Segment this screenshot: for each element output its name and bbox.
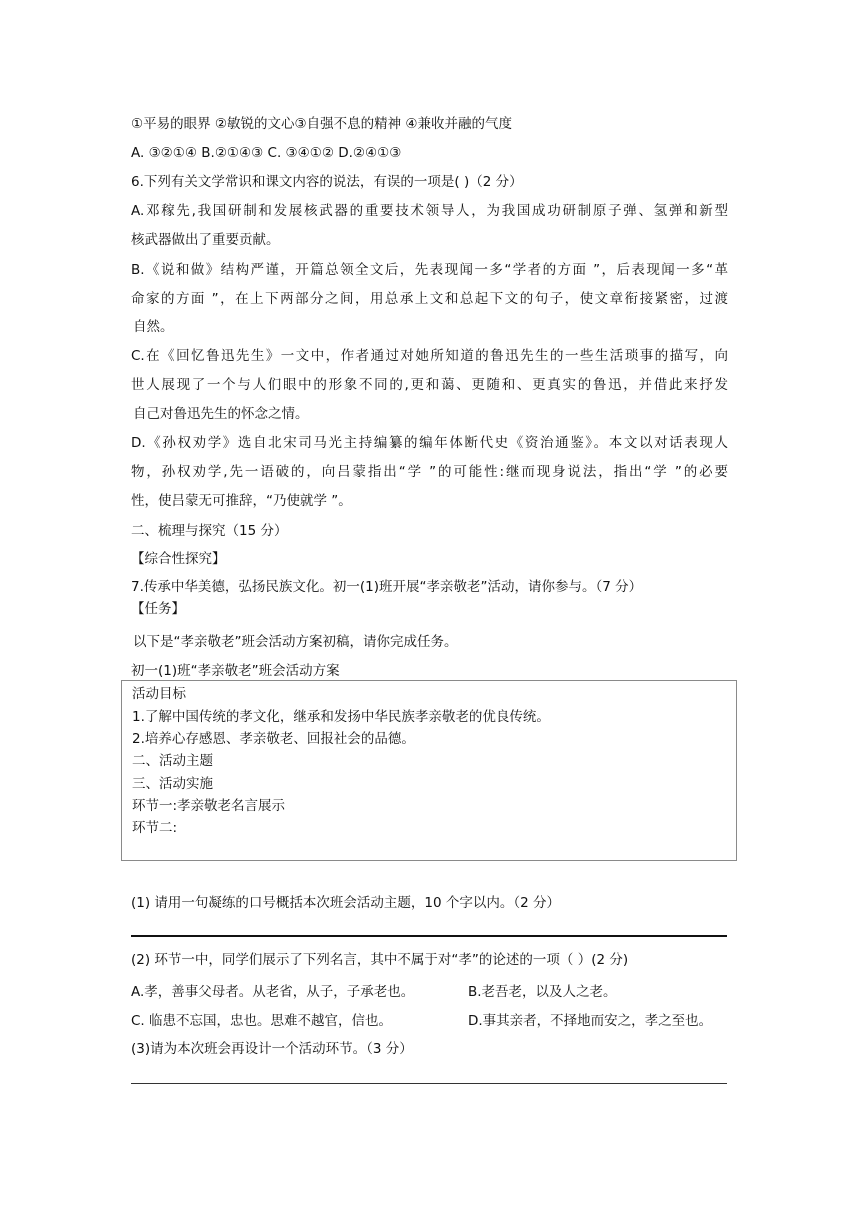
answer-line-1 xyxy=(131,935,727,937)
section-2-heading: 二、梳理与探究（15 分） xyxy=(131,523,288,539)
plan-box xyxy=(121,680,737,861)
q6-option-c-line3: 自己对鲁迅先生的怀念之情。 xyxy=(133,406,309,422)
answer-line-3 xyxy=(131,1083,727,1084)
q6-option-a-line1: A.邓稼先,我国研制和发展核武器的重要技术领导人，为我国成功研制原子弹、氢弹和新型 xyxy=(131,203,728,219)
plan-title: 初一(1)班“孝亲敬老”班会活动方案 xyxy=(131,663,340,679)
box-line-implementation: 三、活动实施 xyxy=(132,776,213,792)
q6-option-b-line2: 命家的方面 ”，在上下两部分之间，用总承上文和总起下文的句子，使文章衔接紧密，过渡 xyxy=(131,291,728,307)
box-line-goal-2: 2.培养心存感恩、孝亲敬老、回报社会的品德。 xyxy=(132,731,415,747)
question-6: 6.下列有关文学常识和课文内容的说法，有误的一项是( )（2 分） xyxy=(131,174,523,190)
options-abcd: A. ③②①④ B.②①④③ C. ③④①② D.②④①③ xyxy=(131,145,402,161)
q6-option-c-line1: C.在《回忆鲁迅先生》一文中，作者通过对她所知道的鲁迅先生的一些生活琐事的描写，向 xyxy=(131,348,728,364)
task-intro: 以下是“孝亲敬老”班会活动方案初稿，请你完成任务。 xyxy=(133,634,458,650)
box-line-step-2: 环节二: xyxy=(132,820,178,836)
q6-option-c-line2: 世人展现了一个与人们眼中的形象不同的,更和蔼、更随和、更真实的鲁迅，并借此来抒发 xyxy=(131,377,728,393)
box-line-step-1: 环节一:孝亲敬老名言展示 xyxy=(132,798,286,814)
subq2-option-d: D.事其亲者，不择地而安之，孝之至也。 xyxy=(468,1013,713,1029)
subquestion-1: (1) 请用一句凝练的口号概括本次班会活动主题，10 个字以内。（2 分） xyxy=(131,895,561,911)
subq2-option-c: C. 临患不忘国，忠也。思难不越官，信也。 xyxy=(131,1013,393,1029)
q6-option-d-line2: 物，孙权劝学,先一语破的，向吕蒙指出“学 ”的可能性:继而现身说法，指出“学 ”的必要 xyxy=(131,464,728,480)
q6-option-b-line3: 自然。 xyxy=(133,319,174,335)
subq2-option-b: B.老吾老，以及人之老。 xyxy=(468,984,617,1000)
subq2-option-a: A.孝，善事父母者。从老省，从子，子承老也。 xyxy=(131,984,415,1000)
q6-option-d-line3: 性，使吕蒙无可推辞，“乃使就学 ”。 xyxy=(131,493,352,509)
box-line-goal-1: 1.了解中国传统的孝文化，继承和发扬中华民族孝亲敬老的优良传统。 xyxy=(132,709,550,725)
q6-option-b-line1: B.《说和做》结构严谨，开篇总领全文后，先表现闻一多“学者的方面 ”，后表现闻一多“革 xyxy=(131,262,728,278)
box-line-theme: 二、活动主题 xyxy=(132,753,213,769)
q6-option-a-line2: 核武器做出了重要贡献。 xyxy=(131,232,280,248)
question-7: 7.传承中华美德，弘扬民族文化。初一(1)班开展“孝亲敬老”活动，请你参与。（7 分） xyxy=(131,579,643,595)
subquestion-2: (2) 环节一中，同学们展示了下列名言，其中不属于对“孝”的论述的一项（ ）(2 分) xyxy=(131,952,629,968)
bracket-heading-task: 【任务】 xyxy=(131,601,185,617)
subquestion-3: (3)请为本次班会再设计一个活动环节。（3 分） xyxy=(131,1041,413,1057)
q6-option-d-line1: D.《孙权劝学》选自北宋司马光主持编纂的编年体断代史《资治通鉴》。本文以对话表现人 xyxy=(131,435,728,451)
box-line-goal: 活动目标 xyxy=(132,686,186,702)
options-list: ①平易的眼界 ②敏锐的文心③自强不息的精神 ④兼收并融的气度 xyxy=(131,116,512,132)
bracket-heading-explore: 【综合性探究】 xyxy=(131,551,226,567)
